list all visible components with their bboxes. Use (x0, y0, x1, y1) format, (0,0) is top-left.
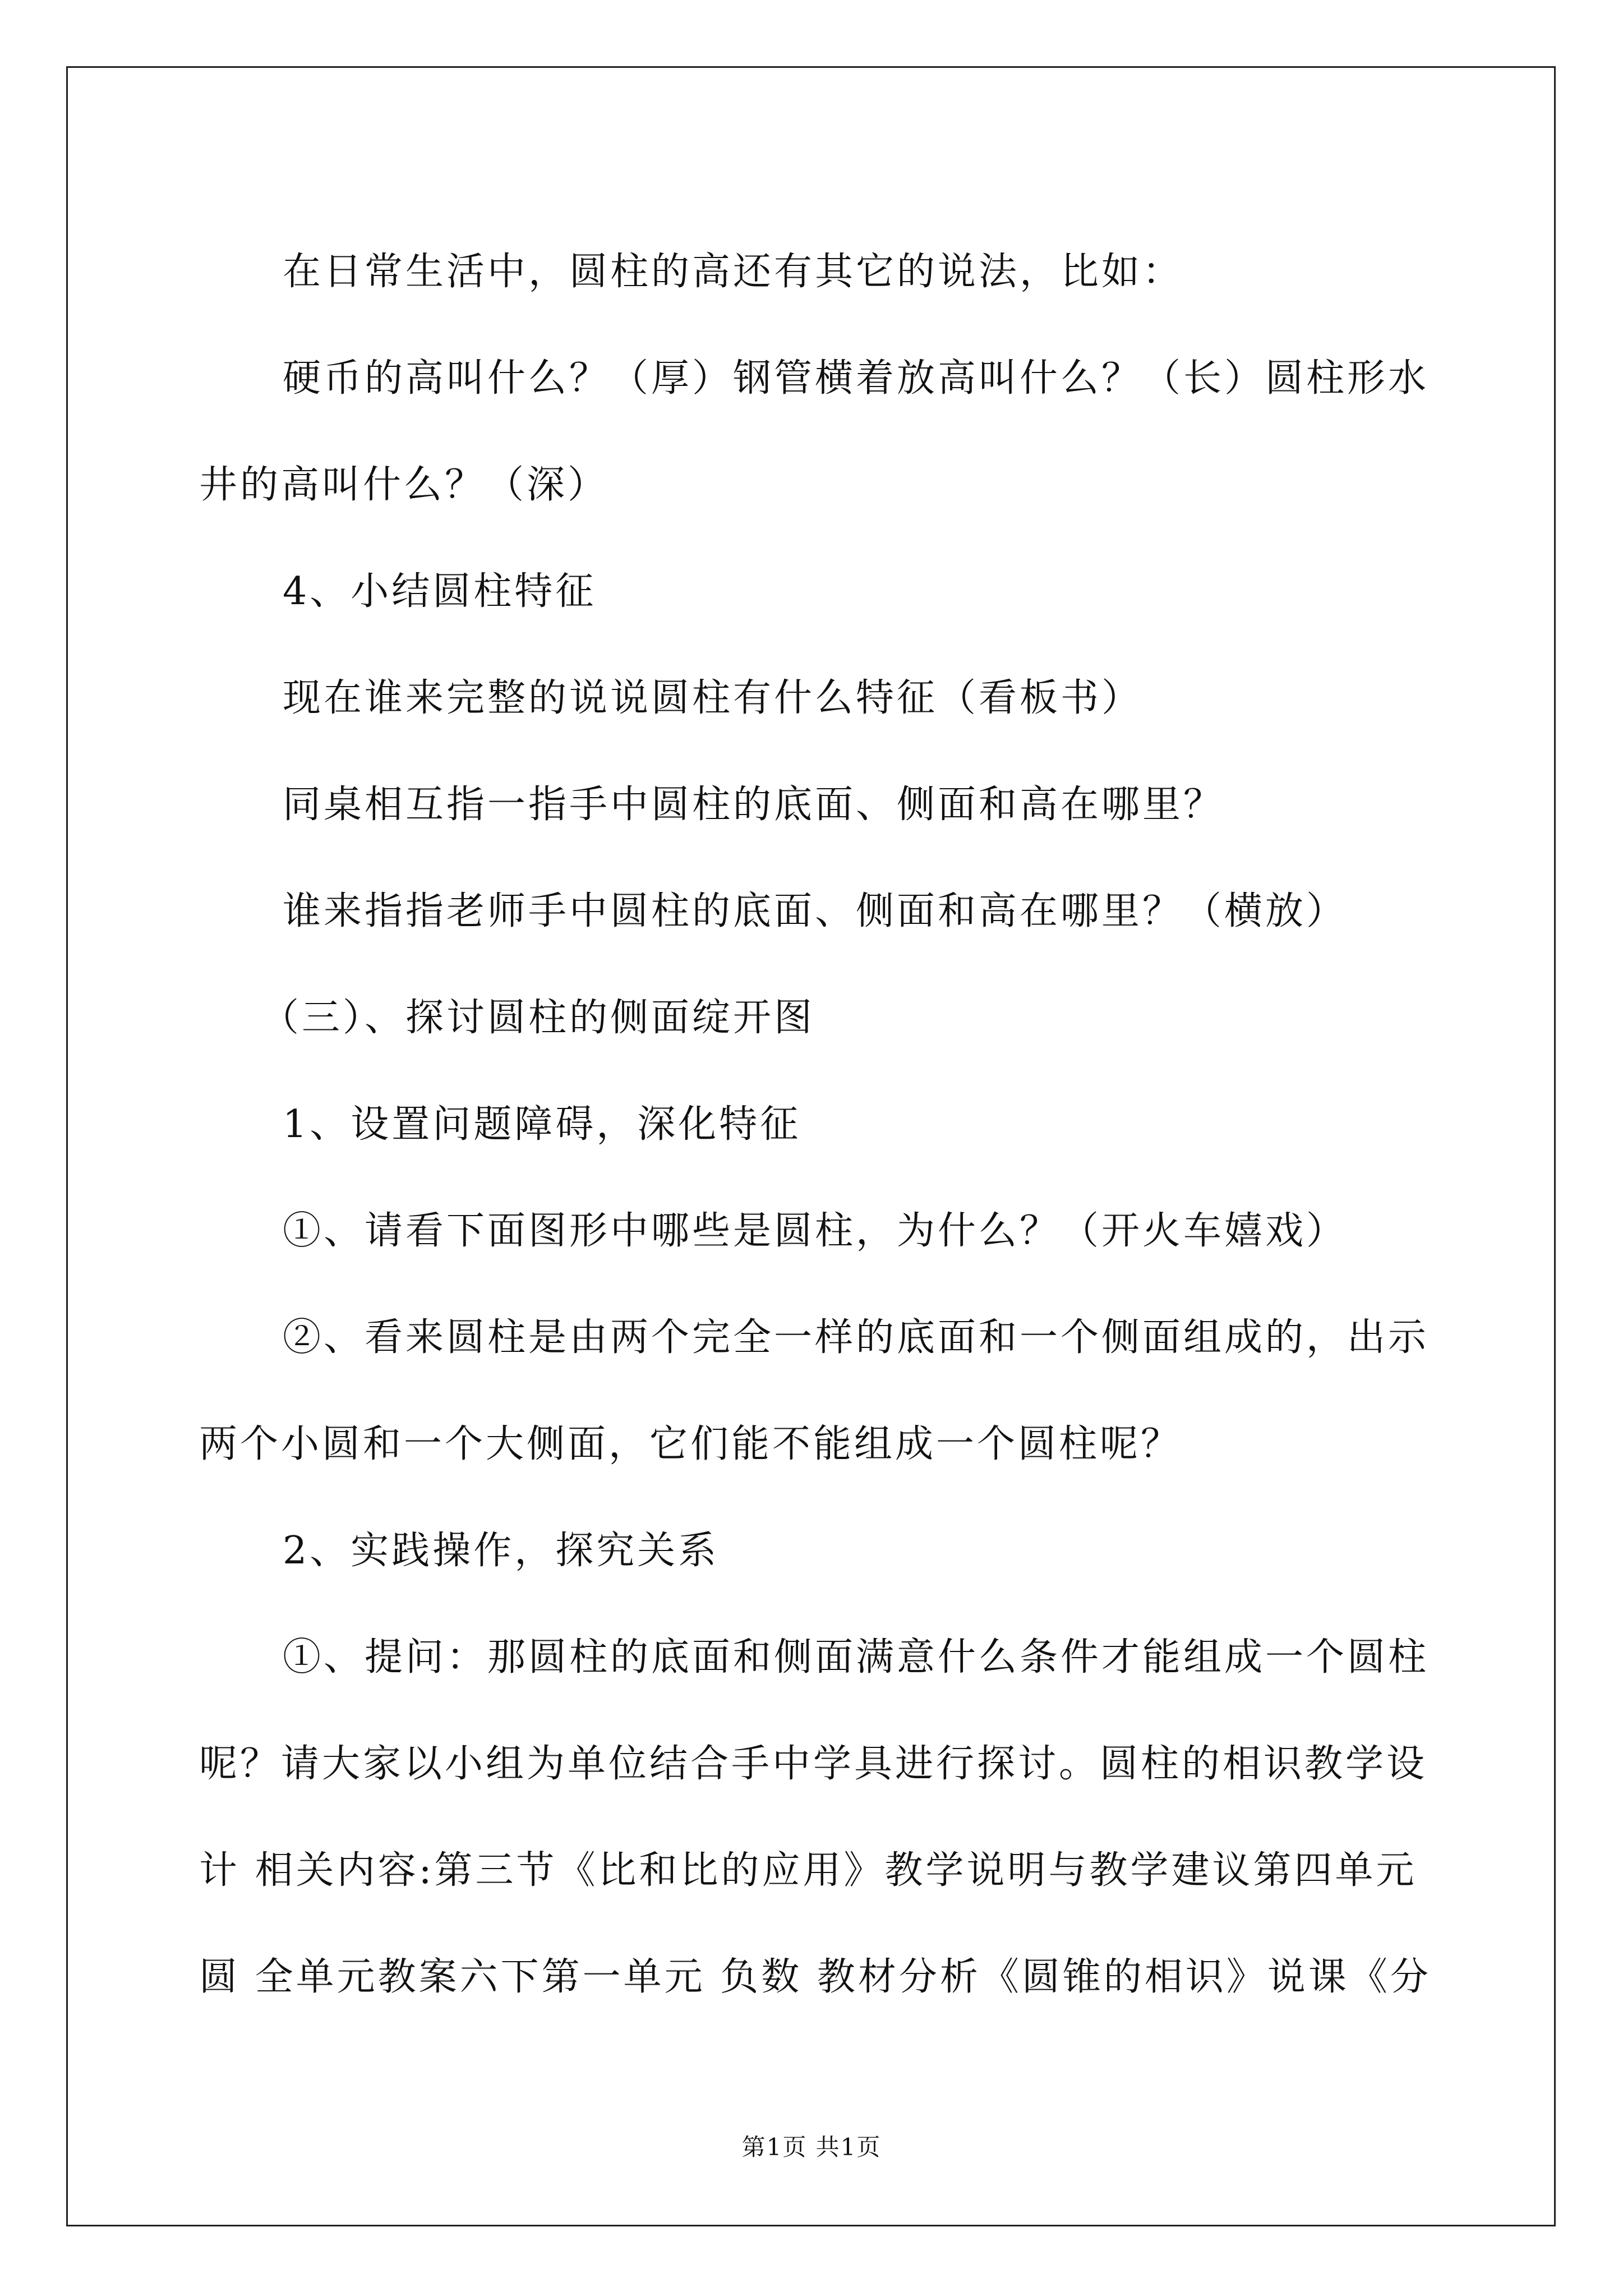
paragraph-10 (199, 1285, 1430, 1498)
paragraph-6 (199, 858, 1430, 965)
paragraph-9 (199, 1178, 1430, 1285)
paragraph-4 (199, 645, 1430, 752)
paragraph-line: ②、看来圆柱是由两个完全一样的底面和一个侧面组成的，出示 (283, 1315, 1430, 1360)
paragraph-7 (199, 965, 1430, 1071)
paragraph-8 (199, 1071, 1430, 1178)
paragraph-line: ①、提问：那圆柱的底面和侧面满意什么条件才能组成一个圆柱 (283, 1635, 1430, 1680)
paragraph-line: 两个小圆和一个大侧面，它们能不能组成一个圆柱呢？ (199, 1422, 1182, 1466)
page-footer: 第1页 共1页 (741, 2133, 882, 2161)
paragraph-line: 圆 全单元教案六下第一单元 负数 教材分析《圆锥的相识》说课《分 (199, 1955, 1431, 1999)
paragraph-5 (199, 752, 1430, 858)
paragraph-line: 呢？请大家以小组为单位结合手中学具进行探讨。圆柱的相识教学设 (199, 1742, 1428, 1786)
paragraph-line: 同桌相互指一指手中圆柱的底面、侧面和高在哪里？ (283, 783, 1225, 827)
section-heading: 1、设置问题障碍，深化特征 (283, 1102, 801, 1147)
document-body (199, 219, 1430, 2031)
section-heading: 2、实践操作，探究关系 (283, 1529, 720, 1573)
section-heading: （三）、探讨圆柱的侧面绽开图 (261, 996, 815, 1040)
paragraph-line: 计 相关内容:第三节《比和比的应用》教学说明与教学建议第四单元 (199, 1848, 1417, 1893)
paragraph-11 (199, 1498, 1430, 1604)
paragraph-1 (199, 219, 1430, 325)
section-heading: 4、小结圆柱特征 (283, 569, 597, 614)
paragraph-line: ①、请看下面图形中哪些是圆柱，为什么？（开火车嬉戏） (283, 1209, 1348, 1253)
paragraph-line: 井的高叫什么？（深） (199, 463, 609, 507)
paragraph-3 (199, 539, 1430, 645)
paragraph-line: 硬币的高叫什么？（厚）钢管横着放高叫什么？（长）圆柱形水 (283, 356, 1430, 401)
paragraph-line: 在日常生活中，圆柱的高还有其它的说法，比如： (283, 250, 1184, 294)
paragraph-2 (199, 325, 1430, 539)
paragraph-line: 现在谁来完整的说说圆柱有什么特征（看板书） (283, 676, 1143, 720)
paragraph-line: 谁来指指老师手中圆柱的底面、侧面和高在哪里？（横放） (283, 889, 1348, 933)
paragraph-12 (199, 1604, 1430, 2031)
